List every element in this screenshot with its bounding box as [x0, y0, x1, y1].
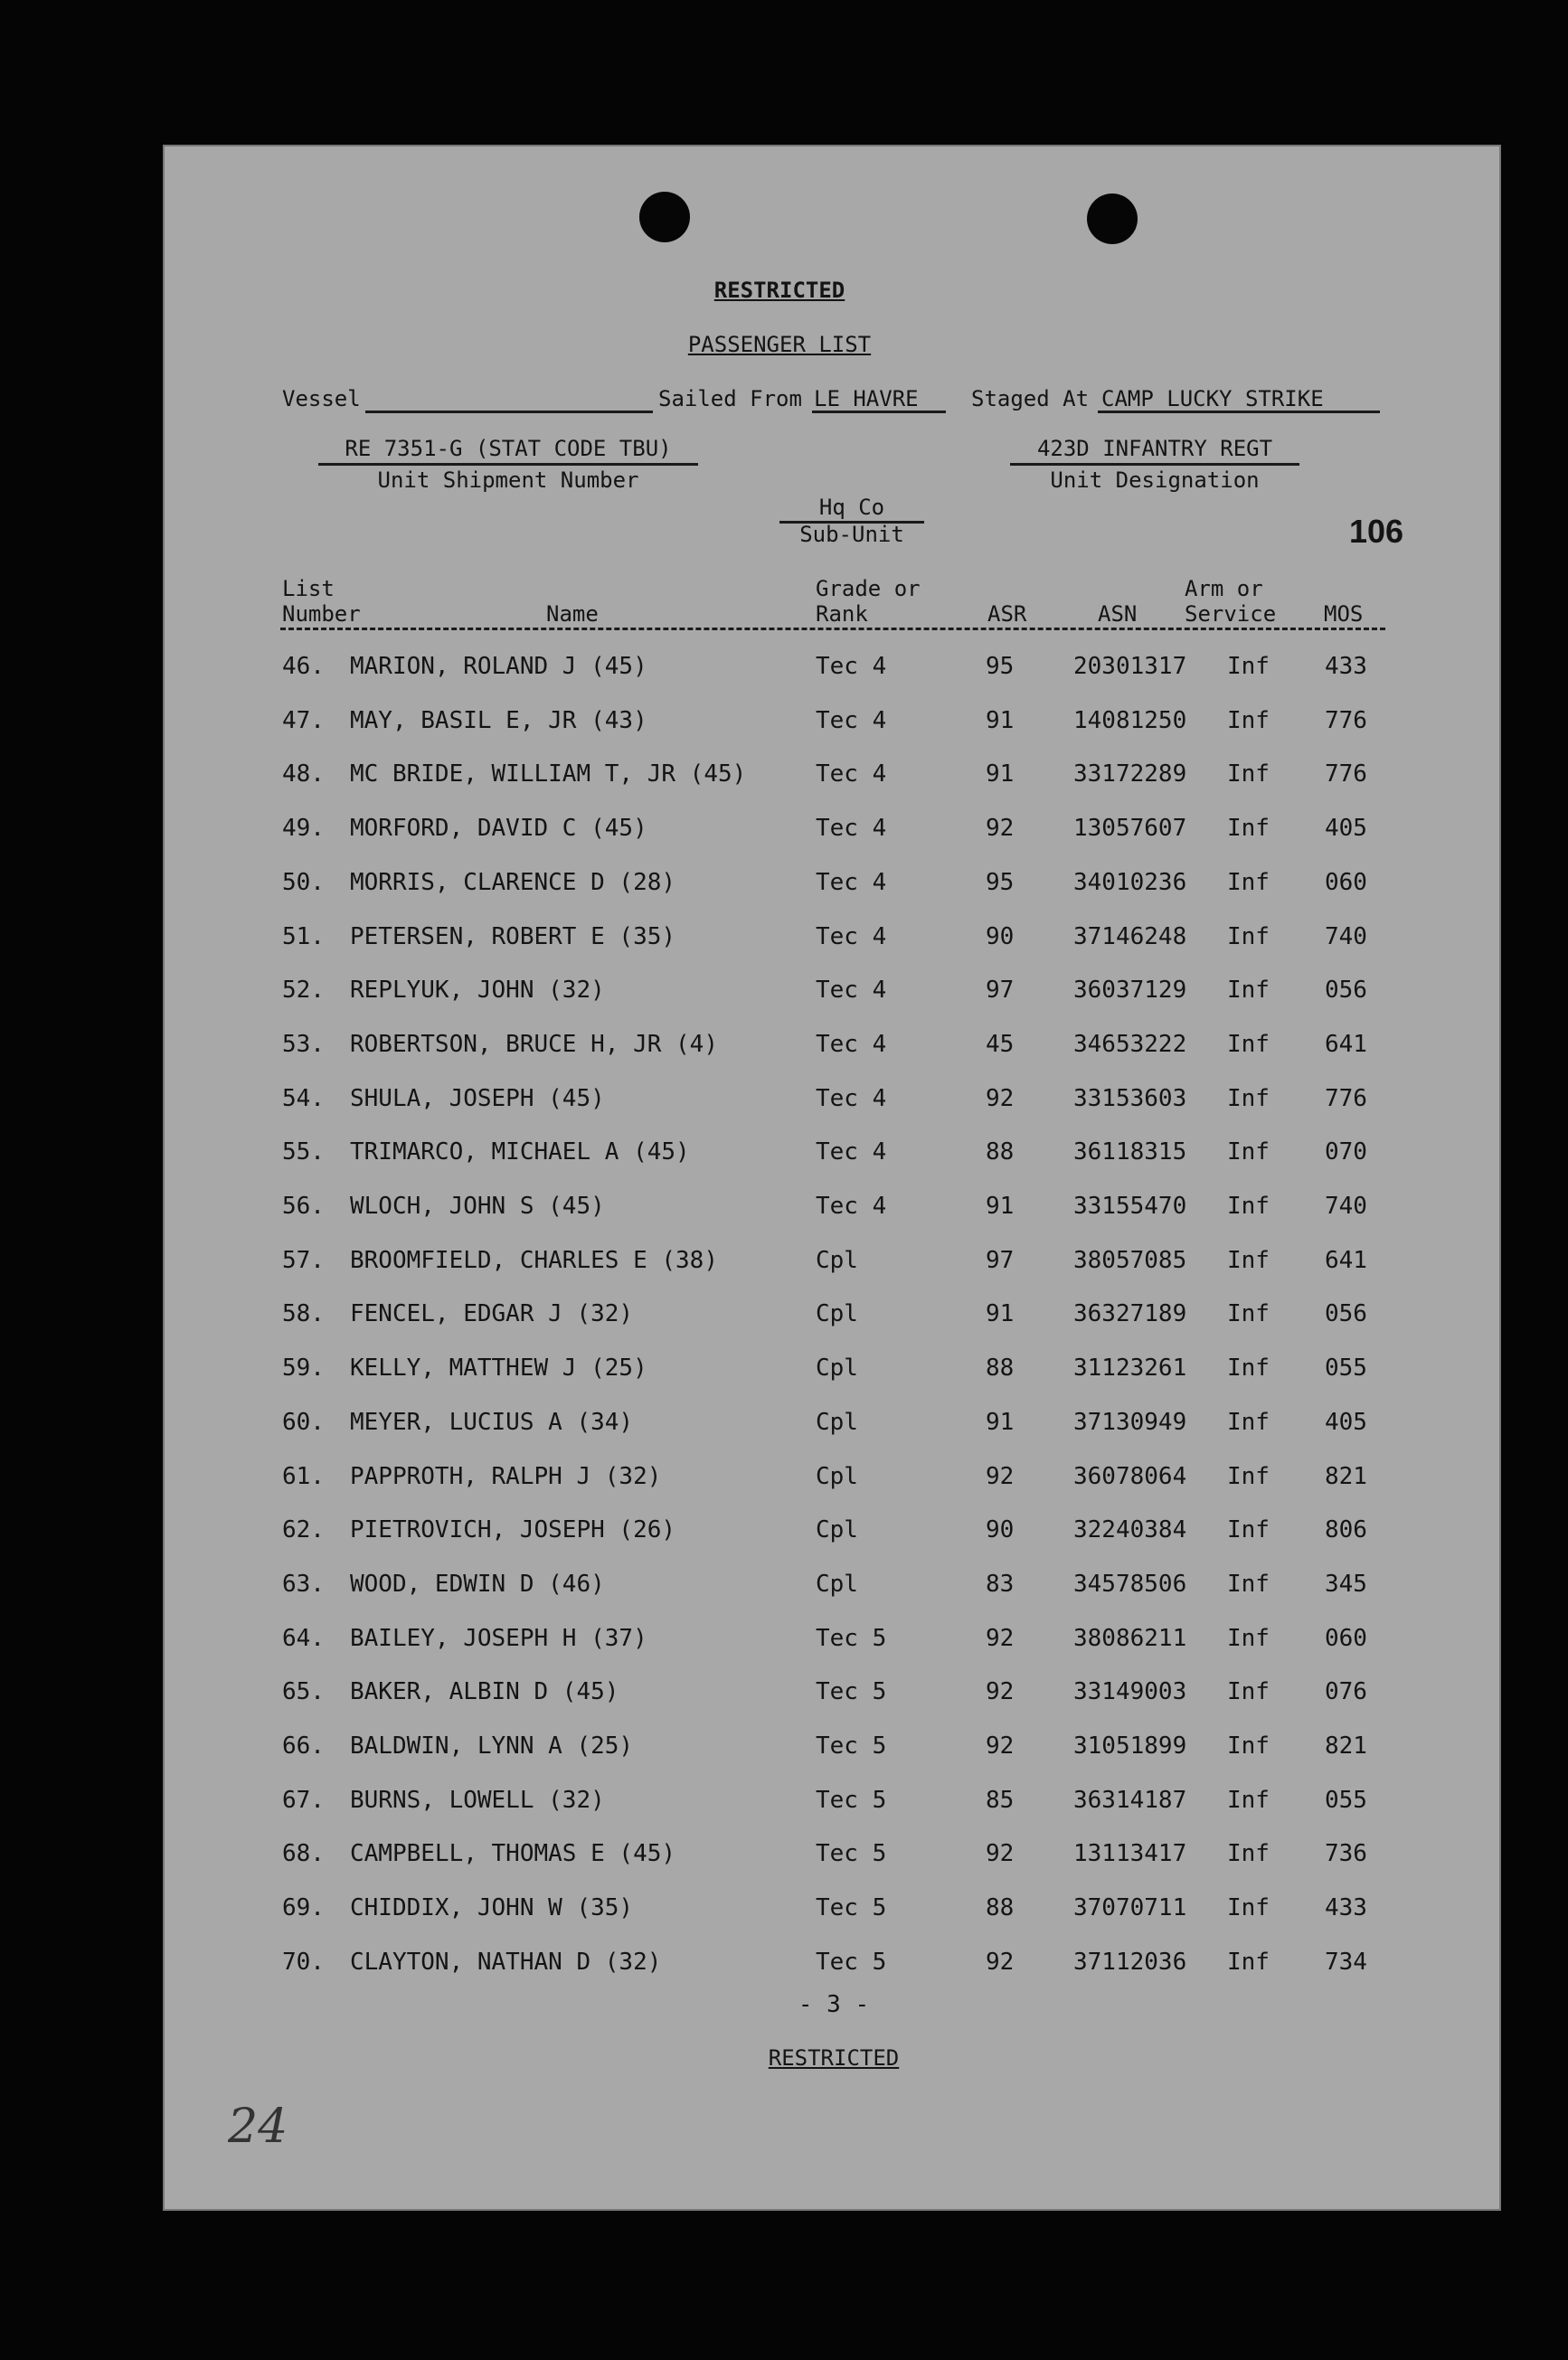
asn: 33149003: [1073, 1678, 1187, 1705]
document-title: PASSENGER LIST: [687, 332, 872, 357]
grade: Cpl: [816, 1516, 858, 1543]
table-row: [165, 1571, 1499, 1607]
restricted-stamp-top: RESTRICTED: [713, 278, 845, 303]
asr: 92: [986, 1840, 1015, 1867]
row-number: 64.: [282, 1625, 325, 1652]
table-row: [165, 1516, 1499, 1553]
passenger-name: MORFORD, DAVID C (45): [350, 815, 647, 842]
vessel-blank: [365, 411, 653, 413]
staged-at-value: CAMP LUCKY STRIKE: [1101, 386, 1324, 411]
asr: 88: [986, 1894, 1015, 1921]
sub-unit-value: Hq Co: [818, 495, 885, 520]
asn: 13057607: [1073, 815, 1187, 842]
arm-or-service: Inf: [1227, 977, 1270, 1004]
asr: 92: [986, 1625, 1015, 1652]
asr: 92: [986, 1085, 1015, 1112]
table-row: [165, 1787, 1499, 1823]
vessel-label: Vessel: [282, 386, 361, 411]
grade: Tec 5: [816, 1787, 887, 1814]
asn: 36037129: [1073, 977, 1187, 1004]
arm-or-service: Inf: [1227, 760, 1270, 788]
grade: Cpl: [816, 1463, 858, 1490]
arm-or-service: Inf: [1227, 1949, 1270, 1976]
col-grade-2: Rank: [816, 601, 868, 627]
asn: 32240384: [1073, 1516, 1187, 1543]
arm-or-service: Inf: [1227, 1894, 1270, 1921]
passenger-name: REPLYUK, JOHN (32): [350, 977, 605, 1004]
mos: 433: [1325, 1894, 1367, 1921]
passenger-name: SHULA, JOSEPH (45): [350, 1085, 605, 1112]
grade: Tec 5: [816, 1949, 887, 1976]
arm-or-service: Inf: [1227, 869, 1270, 896]
asr: 92: [986, 815, 1015, 842]
passenger-name: CAMPBELL, THOMAS E (45): [350, 1840, 676, 1867]
row-number: 52.: [282, 977, 325, 1004]
page-serial-number: 106: [1349, 513, 1404, 550]
asn: 37112036: [1073, 1949, 1187, 1976]
row-number: 48.: [282, 760, 325, 788]
unit-shipment-number: RE 7351-G (STAT CODE TBU): [345, 436, 672, 461]
row-number: 69.: [282, 1894, 325, 1921]
asr: 88: [986, 1138, 1015, 1166]
passenger-name: MC BRIDE, WILLIAM T, JR (45): [350, 760, 747, 788]
arm-or-service: Inf: [1227, 1840, 1270, 1867]
asr: 91: [986, 760, 1015, 788]
asr: 97: [986, 977, 1015, 1004]
arm-or-service: Inf: [1227, 1678, 1270, 1705]
table-row: [165, 653, 1499, 689]
grade: Tec 4: [816, 1193, 887, 1220]
unit-shipment-underline: [318, 463, 698, 466]
grade: Tec 4: [816, 869, 887, 896]
grade: Tec 5: [816, 1894, 887, 1921]
col-asn: ASN: [1098, 601, 1138, 627]
passenger-name: BAKER, ALBIN D (45): [350, 1678, 619, 1705]
asr: 88: [986, 1355, 1015, 1382]
asn: 31123261: [1073, 1355, 1187, 1382]
arm-or-service: Inf: [1227, 1355, 1270, 1382]
arm-or-service: Inf: [1227, 1247, 1270, 1274]
passenger-name: KELLY, MATTHEW J (25): [350, 1355, 647, 1382]
grade: Cpl: [816, 1247, 858, 1274]
asn: 14081250: [1073, 707, 1187, 734]
asn: 36314187: [1073, 1787, 1187, 1814]
asr: 91: [986, 1409, 1015, 1436]
mos: 070: [1325, 1138, 1367, 1166]
row-number: 63.: [282, 1571, 325, 1598]
asn: 36327189: [1073, 1300, 1187, 1327]
asn: 33172289: [1073, 760, 1187, 788]
mos: 405: [1325, 815, 1367, 842]
asr: 92: [986, 1463, 1015, 1490]
row-number: 65.: [282, 1678, 325, 1705]
arm-or-service: Inf: [1227, 653, 1270, 680]
arm-or-service: Inf: [1227, 1300, 1270, 1327]
mos: 776: [1325, 760, 1367, 788]
mos: 405: [1325, 1409, 1367, 1436]
asr: 91: [986, 1300, 1015, 1327]
unit-designation-underline: [1010, 463, 1299, 466]
arm-or-service: Inf: [1227, 1625, 1270, 1652]
punch-hole: [1087, 194, 1138, 244]
table-row: [165, 1463, 1499, 1499]
grade: Tec 4: [816, 1031, 887, 1058]
passenger-name: WLOCH, JOHN S (45): [350, 1193, 605, 1220]
asr: 97: [986, 1247, 1015, 1274]
col-list-number-2: Number: [282, 601, 361, 627]
unit-designation: 423D INFANTRY REGT: [1036, 436, 1273, 461]
table-row: [165, 1949, 1499, 1985]
grade: Tec 4: [816, 1085, 887, 1112]
mos: 060: [1325, 869, 1367, 896]
mos: 806: [1325, 1516, 1367, 1543]
asr: 90: [986, 923, 1015, 950]
row-number: 54.: [282, 1085, 325, 1112]
sailed-from-value: LE HAVRE: [814, 386, 919, 411]
asn: 34653222: [1073, 1031, 1187, 1058]
table-row: [165, 977, 1499, 1013]
mos: 736: [1325, 1840, 1367, 1867]
mos: 740: [1325, 1193, 1367, 1220]
grade: Tec 4: [816, 653, 887, 680]
mos: 734: [1325, 1949, 1367, 1976]
staged-at-label: Staged At: [971, 386, 1090, 411]
mos: 055: [1325, 1787, 1367, 1814]
row-number: 51.: [282, 923, 325, 950]
asr: 91: [986, 707, 1015, 734]
asr: 83: [986, 1571, 1015, 1598]
row-number: 59.: [282, 1355, 325, 1382]
row-number: 66.: [282, 1732, 325, 1760]
header-rule: [280, 628, 1385, 630]
arm-or-service: Inf: [1227, 1031, 1270, 1058]
passenger-name: TRIMARCO, MICHAEL A (45): [350, 1138, 690, 1166]
mos: 776: [1325, 707, 1367, 734]
col-mos: MOS: [1324, 601, 1364, 627]
mos: 740: [1325, 923, 1367, 950]
row-number: 47.: [282, 707, 325, 734]
page-number: - 3 -: [798, 1991, 870, 2018]
arm-or-service: Inf: [1227, 1787, 1270, 1814]
mos: 433: [1325, 653, 1367, 680]
table-row: [165, 760, 1499, 797]
table-row: [165, 1732, 1499, 1769]
table-row: [165, 815, 1499, 851]
grade: Cpl: [816, 1300, 858, 1327]
arm-or-service: Inf: [1227, 1516, 1270, 1543]
asr: 91: [986, 1193, 1015, 1220]
row-number: 60.: [282, 1409, 325, 1436]
passenger-name: MORRIS, CLARENCE D (28): [350, 869, 676, 896]
passenger-name: PAPPROTH, RALPH J (32): [350, 1463, 662, 1490]
mos: 641: [1325, 1247, 1367, 1274]
col-arm-1: Arm or: [1185, 576, 1263, 601]
table-row: [165, 1625, 1499, 1661]
mos: 821: [1325, 1463, 1367, 1490]
table-row: [165, 1840, 1499, 1876]
asr: 45: [986, 1031, 1015, 1058]
row-number: 56.: [282, 1193, 325, 1220]
passenger-name: BROOMFIELD, CHARLES E (38): [350, 1247, 718, 1274]
passenger-name: MARION, ROLAND J (45): [350, 653, 647, 680]
col-grade-1: Grade or: [816, 576, 921, 601]
arm-or-service: Inf: [1227, 1732, 1270, 1760]
arm-or-service: Inf: [1227, 815, 1270, 842]
arm-or-service: Inf: [1227, 707, 1270, 734]
row-number: 57.: [282, 1247, 325, 1274]
grade: Tec 4: [816, 760, 887, 788]
mos: 055: [1325, 1355, 1367, 1382]
mos: 056: [1325, 977, 1367, 1004]
arm-or-service: Inf: [1227, 1138, 1270, 1166]
asr: 92: [986, 1732, 1015, 1760]
passenger-name: PETERSEN, ROBERT E (35): [350, 923, 676, 950]
table-row: [165, 1193, 1499, 1229]
grade: Cpl: [816, 1409, 858, 1436]
passenger-name: MAY, BASIL E, JR (43): [350, 707, 647, 734]
passenger-name: ROBERTSON, BRUCE H, JR (4): [350, 1031, 718, 1058]
arm-or-service: Inf: [1227, 923, 1270, 950]
asr: 85: [986, 1787, 1015, 1814]
arm-or-service: Inf: [1227, 1463, 1270, 1490]
row-number: 46.: [282, 653, 325, 680]
asn: 38057085: [1073, 1247, 1187, 1274]
grade: Cpl: [816, 1571, 858, 1598]
row-number: 61.: [282, 1463, 325, 1490]
sailed-from-label: Sailed From: [658, 386, 802, 411]
mos: 056: [1325, 1300, 1367, 1327]
grade: Cpl: [816, 1355, 858, 1382]
arm-or-service: Inf: [1227, 1409, 1270, 1436]
row-number: 58.: [282, 1300, 325, 1327]
table-row: [165, 1085, 1499, 1121]
asn: 36078064: [1073, 1463, 1187, 1490]
table-row: [165, 923, 1499, 959]
table-row: [165, 1247, 1499, 1283]
arm-or-service: Inf: [1227, 1085, 1270, 1112]
unit-shipment-label: Unit Shipment Number: [377, 467, 639, 493]
asn: 37146248: [1073, 923, 1187, 950]
mos: 821: [1325, 1732, 1367, 1760]
restricted-stamp-bottom: RESTRICTED: [768, 2045, 900, 2071]
asr: 95: [986, 653, 1015, 680]
mos: 060: [1325, 1625, 1367, 1652]
row-number: 55.: [282, 1138, 325, 1166]
asr: 92: [986, 1678, 1015, 1705]
asn: 13113417: [1073, 1840, 1187, 1867]
grade: Tec 5: [816, 1678, 887, 1705]
passenger-name: MEYER, LUCIUS A (34): [350, 1409, 634, 1436]
grade: Tec 5: [816, 1625, 887, 1652]
col-arm-2: Service: [1185, 601, 1277, 627]
asn: 37130949: [1073, 1409, 1187, 1436]
mos: 641: [1325, 1031, 1367, 1058]
table-row: [165, 869, 1499, 905]
passenger-name: BALDWIN, LYNN A (25): [350, 1732, 634, 1760]
row-number: 62.: [282, 1516, 325, 1543]
mos: 345: [1325, 1571, 1367, 1598]
row-number: 49.: [282, 815, 325, 842]
asn: 34578506: [1073, 1571, 1187, 1598]
grade: Tec 5: [816, 1732, 887, 1760]
col-name: Name: [546, 601, 599, 627]
asn: 38086211: [1073, 1625, 1187, 1652]
grade: Tec 4: [816, 923, 887, 950]
unit-designation-label: Unit Designation: [1050, 467, 1260, 493]
asr: 95: [986, 869, 1015, 896]
table-row: [165, 1678, 1499, 1714]
table-row: [165, 1300, 1499, 1336]
col-list-number-1: List: [282, 576, 335, 601]
grade: Tec 4: [816, 1138, 887, 1166]
table-row: [165, 1409, 1499, 1445]
passenger-name: BURNS, LOWELL (32): [350, 1787, 605, 1814]
grade: Tec 4: [816, 977, 887, 1004]
row-number: 50.: [282, 869, 325, 896]
sailed-from-underline: [812, 411, 946, 413]
grade: Tec 4: [816, 707, 887, 734]
row-number: 53.: [282, 1031, 325, 1058]
handwritten-page-number: 24: [228, 2100, 288, 2154]
asn: 37070711: [1073, 1894, 1187, 1921]
sub-unit-label: Sub-Unit: [799, 522, 904, 547]
passenger-name: CHIDDIX, JOHN W (35): [350, 1894, 634, 1921]
asn: 34010236: [1073, 869, 1187, 896]
asr: 92: [986, 1949, 1015, 1976]
asn: 31051899: [1073, 1732, 1187, 1760]
table-row: [165, 1031, 1499, 1067]
asr: 90: [986, 1516, 1015, 1543]
passenger-name: FENCEL, EDGAR J (32): [350, 1300, 634, 1327]
row-number: 68.: [282, 1840, 325, 1867]
document-page: [163, 145, 1501, 2211]
arm-or-service: Inf: [1227, 1571, 1270, 1598]
col-asr: ASR: [987, 601, 1027, 627]
staged-at-underline: [1098, 411, 1380, 413]
asn: 36118315: [1073, 1138, 1187, 1166]
passenger-name: PIETROVICH, JOSEPH (26): [350, 1516, 676, 1543]
arm-or-service: Inf: [1227, 1193, 1270, 1220]
mos: 776: [1325, 1085, 1367, 1112]
table-row: [165, 1355, 1499, 1391]
passenger-name: CLAYTON, NATHAN D (32): [350, 1949, 662, 1976]
table-row: [165, 707, 1499, 743]
passenger-name: WOOD, EDWIN D (46): [350, 1571, 605, 1598]
row-number: 70.: [282, 1949, 325, 1976]
asn: 33155470: [1073, 1193, 1187, 1220]
grade: Tec 5: [816, 1840, 887, 1867]
grade: Tec 4: [816, 815, 887, 842]
row-number: 67.: [282, 1787, 325, 1814]
asn: 20301317: [1073, 653, 1187, 680]
punch-hole: [639, 192, 690, 242]
mos: 076: [1325, 1678, 1367, 1705]
table-row: [165, 1894, 1499, 1930]
table-row: [165, 1138, 1499, 1175]
passenger-name: BAILEY, JOSEPH H (37): [350, 1625, 647, 1652]
asn: 33153603: [1073, 1085, 1187, 1112]
